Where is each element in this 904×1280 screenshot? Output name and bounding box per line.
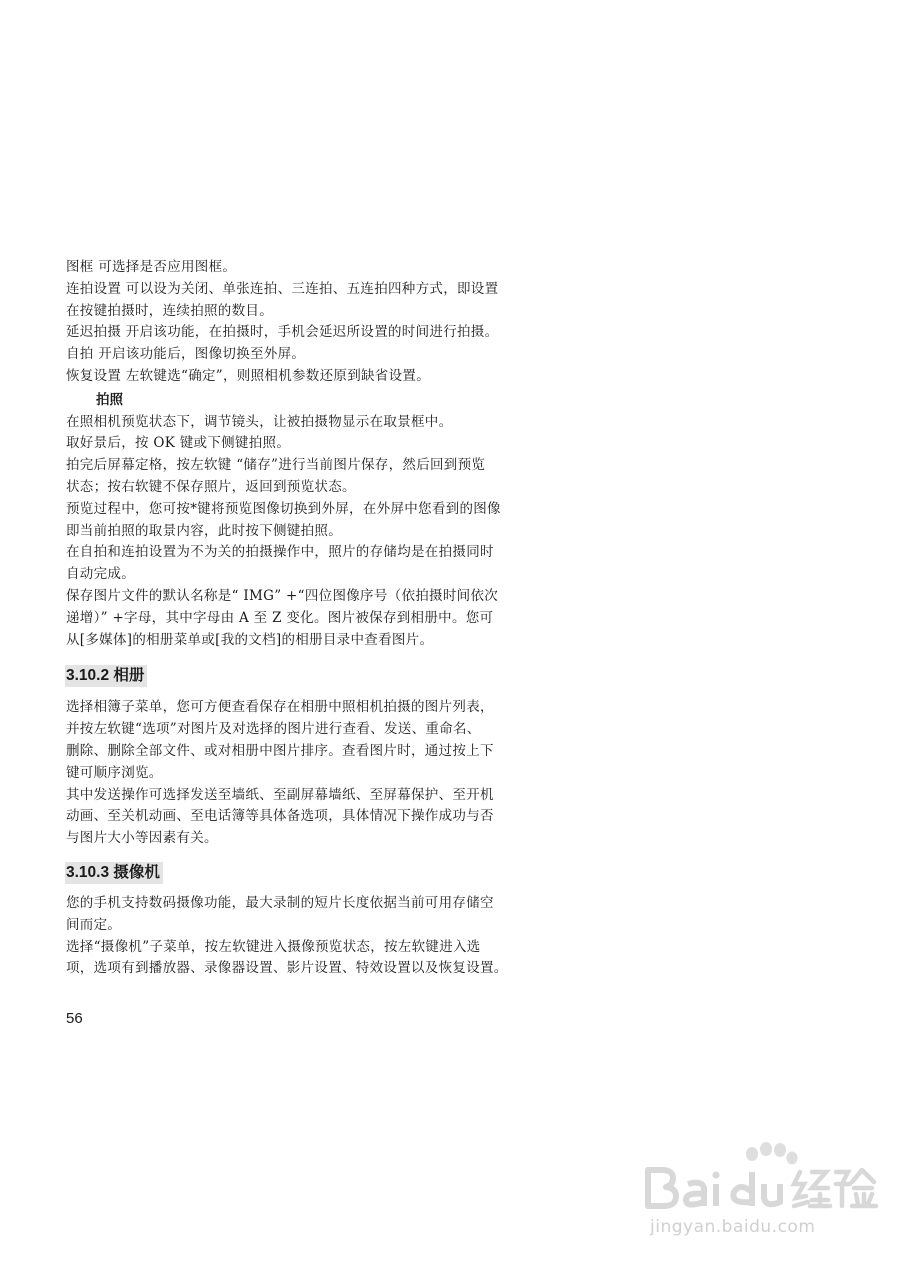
section-heading-camcorder: 3.10.3 摄像机 (65, 862, 163, 884)
baidu-jingyan-watermark (640, 1140, 880, 1240)
watermark-url: jingyan.baidu.com (650, 1217, 816, 1237)
album-paragraphs (66, 697, 546, 850)
text-line: 项，选项有到播放器、录像器设置、影片设置、特效设置以及恢复设置。 (66, 960, 508, 977)
text-line: 保存图片文件的默认名称是“ IMG” +“四位图像序号（依拍摄时间依次 (66, 587, 499, 604)
text-line: 取好景后，按 OK 键或下侧键拍照。 (66, 435, 291, 452)
page-number: 56 (66, 1010, 83, 1027)
take-photo-paragraphs (66, 412, 546, 652)
text-line: 恢复设置 左软键选“确定”，则照相机参数还原到缺省设置。 (66, 367, 430, 384)
section-heading-album: 3.10.2 相册 (65, 665, 147, 687)
text-line: 选择相簿子菜单，您可方便查看保存在相册中照相机拍摄的图片列表， (66, 699, 494, 716)
paw-logo-icon (640, 1140, 880, 1240)
text-line: 从[多媒体]的相册菜单或[我的文档]的相册目录中查看图片。 (66, 631, 434, 648)
text-line: 间而定。 (66, 916, 122, 933)
text-line: 拍完后屏幕定格，按左软键 “储存”进行当前图片保存，然后回到预览 (66, 457, 486, 474)
text-line: 状态；按右软键不保存照片，返回到预览状态。 (66, 478, 356, 495)
text-line: 删除、删除全部文件、或对相册中图片排序。查看图片时，通过按上下 (66, 742, 494, 759)
text-line: 选择“摄像机”子菜单，按左软键进入摄像预览状态，按左软键进入选 (66, 938, 481, 955)
text-line: 递增）” +字母，其中字母由 A 至 Z 变化。图片被保存到相册中。您可 (66, 609, 494, 626)
text-line: 您的手机支持数码摄像功能，最大录制的短片长度依据当前可用存储空 (66, 894, 494, 911)
subheading-take-photo: 拍照 (96, 391, 123, 408)
document-body (66, 257, 546, 980)
text-line: 图框 可选择是否应用图框。 (66, 259, 237, 275)
text-line: 连拍设置 可以设为关闭、单张连拍、三连拍、五连拍四种方式，即设置 (66, 280, 499, 297)
camera-settings-paragraphs (66, 257, 546, 388)
text-line: 在自拍和连拍设置为不为关的拍摄操作中，照片的存储均是在拍摄同时 (66, 544, 494, 561)
text-line: 自拍 开启该功能后，图像切换至外屏。 (66, 346, 306, 363)
camcorder-paragraphs (66, 893, 546, 980)
text-line: 延迟拍摄 开启该功能，在拍摄时，手机会延迟所设置的时间进行拍摄。 (66, 324, 499, 341)
text-line: 预览过程中，您可按*键将预览图像切换到外屏，在外屏中您看到的图像 (66, 500, 501, 517)
text-line: 动画、至关机动画、至电话簿等具体备选项，具体情况下操作成功与否 (66, 808, 494, 825)
text-line: 在照相机预览状态下，调节镜头，让被拍摄物显示在取景框中。 (66, 413, 453, 430)
text-line: 并按左软键“选项”对图片及对选择的图片进行查看、发送、重命名、 (66, 721, 481, 738)
text-line: 与图片大小等因素有关。 (66, 830, 218, 847)
text-line: 在按键拍摄时，连续拍照的数目。 (66, 302, 273, 319)
text-line: 其中发送操作可选择发送至墙纸、至副屏幕墙纸、至屏幕保护、至开机 (66, 786, 494, 803)
text-line: 自动完成。 (66, 566, 135, 583)
text-line: 即当前拍照的取景内容，此时按下侧键拍照。 (66, 522, 342, 539)
text-line: 键可顺序浏览。 (66, 764, 163, 781)
section-heading-wrapper (66, 665, 546, 687)
section-heading-wrapper (66, 862, 546, 884)
